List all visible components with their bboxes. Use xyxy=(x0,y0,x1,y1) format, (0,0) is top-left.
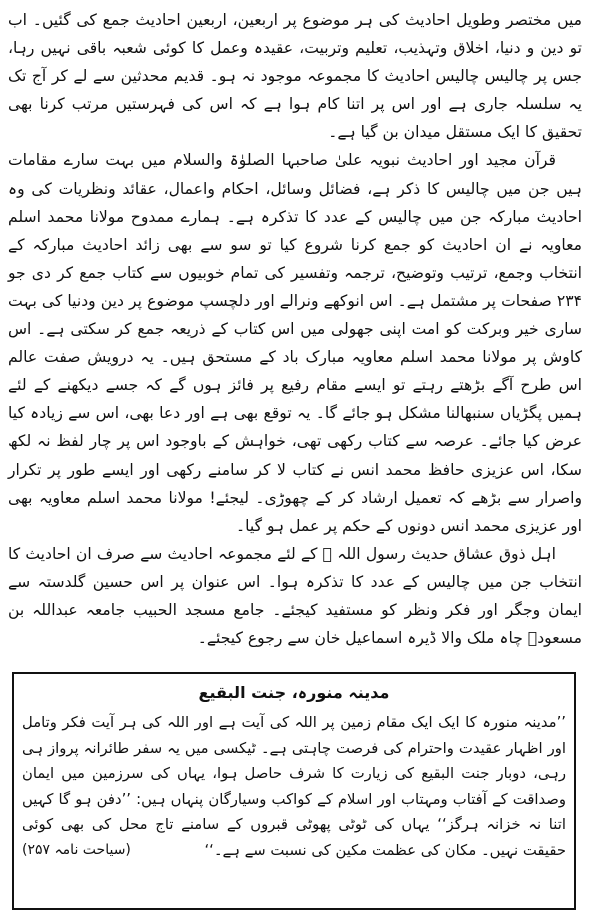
page xyxy=(8,6,582,914)
quote-box-text xyxy=(22,710,566,864)
paragraph-2: قرآن مجید اور احادیث نبویہ علیٰ صاحبہا الصلوٰۃ والسلام میں بہت سارے مقامات ہیں جن میں چالیس کا ذکر ہے، فضائل وسائل، احکام واعمال، عقائد ونظریات کی وہ احادیث مبارکہ جن میں چالیس کے عدد کا تذکرہ ہے۔ ہمارے ممدوح مولانا محمد اسلم معاویہ نے ان احادیث کو جمع کرنا شروع کیا تو سو سے بھی زائد احادیث مبارکہ کے انتخاب وجمع، ترتیب وتوضیح، ترجمہ وتفسیر کی تمام خوبیوں سے کتاب جمع کر دی جو ۲۳۴ صفحات پر مشتمل ہے۔ اس انوکھے ونرالے اور دلچسپ موضوع پر دین ودنیا کی بہت ساری خیر وبرکت کو امت اپنی جھولی میں اس کتاب کے ذریعہ جمع کر سکتی ہے۔ اس کاوش پر مولانا محمد اسلم معاویہ مبارک باد کے مستحق ہیں۔ یہ درویش صفت عالم اس طرح آگے بڑھتے رہتے تو ایسے مقام رفیع پر فائز ہوں گے کہ جسے دیکھنے کے لئے ہمیں پگڑیاں سنبھالنا مشکل ہو جائے گا۔ یہ توقع بھی ہے اور دعا بھی، اس سے زیادہ کیا عرض کیا جائے۔ عرصہ سے کتاب رکھی تھی، خواہش کے باوجود اس پر چار لفظ نہ لکھ سکا، اس عزیزی حافظ محمد انس نے کتاب لا کر سامنے رکھی اور ایسے طور پر تکرار واصرار سے بڑھے کہ تعمیل ارشاد کر کے چھوڑی۔ لیجئے! مولانا محمد اسلم معاویہ بھی اور عزیزی محمد انس دونوں کے حکم پر عمل ہو گیا۔ xyxy=(8,151,582,535)
main-text xyxy=(8,6,582,652)
paragraph-3: اہل ذوق عشاق حدیث رسول اللہ ﷺ کے لئے مجموعہ احادیث سے صرف ان احادیث کا انتخاب جن میں چالیس کے عدد کا تذکرہ ہوا۔ اس عنوان پر اس حسین گلدستہ سے ایمان وجگر اور فکر ونظر کو مستفید کیجئے۔ جامع مسجد الحبیب جامعہ عبداللہ بن مسعودؓ چاہ ملک والا ڈیرہ اسماعیل خان سے رجوع کیجئے۔ xyxy=(8,544,582,648)
quote-box-title: مدینہ منورہ، جنت البقیع xyxy=(198,683,390,702)
quote-reference: (سیاحت نامہ ۲۵۷) xyxy=(22,841,131,858)
quote-box xyxy=(12,672,576,910)
paragraph-1: میں مختصر وطویل احادیث کی ہر موضوع پر اربعین، اربعین احادیث جمع کی گئیں۔ اب تو دین و دنیا، اخلاق وتہذیب، تعلیم وتربیت، عقیدہ وعمل کا کوئی شعبہ باقی نہیں رہا، جس پر چالیس چالیس احادیث کا مجموعہ موجود نہ ہو۔ قدیم محدثین سے لے کر آج تک یہ سلسلہ جاری ہے اور اس پر اتنا کام ہوا ہے کہ اس کی فہرستیں مرتب کرنا بھی تحقیق کا ایک مستقل میدان بن گیا ہے۔ xyxy=(8,11,582,142)
quote-text: ’’مدینہ منورہ کا ایک ایک مقام زمین پر اللہ کی آیت ہے اور اللہ کی ہر آیت فکر وتامل اور اظہار عقیدت واحترام کی فرصت چاہتی ہے۔ ٹیکسی میں یہ سفر طائرانہ پرواز ہی رہی، دوبار جنت البقیع کی زیارت کا شرف حاصل ہوا، یہاں کی سرزمین میں ایمان وصداقت کے آفتاب ومہتاب اور اسلام کے کواکب وسیارگان پنہاں ہیں: ’’دفن ہو گا کہیں اتنا نہ خزانہ ہرگز‘‘ یہاں کی ٹوٹی پھوٹی قبروں کے سامنے تاج محل کی بھی کوئی حقیقت نہیں۔ مکان کی عظمت مکین کی نسبت سے ہے۔‘‘ xyxy=(22,714,566,859)
